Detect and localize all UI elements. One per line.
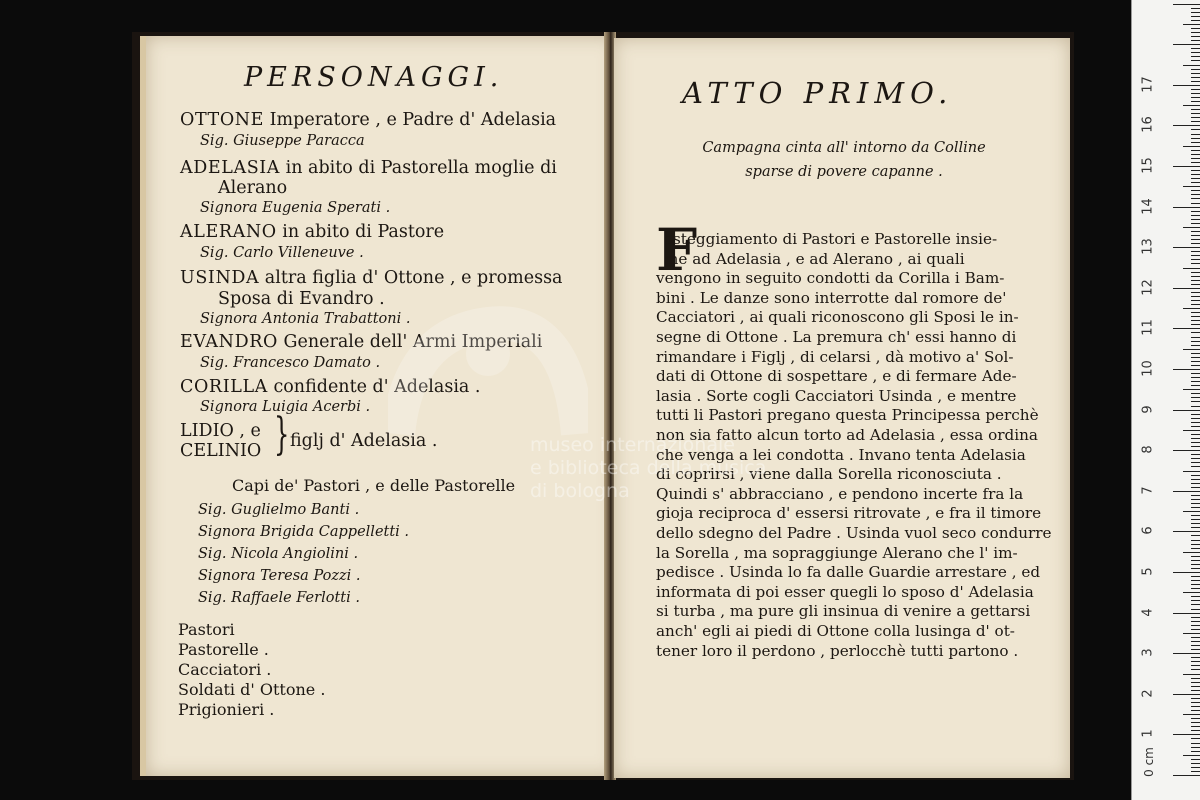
ruler-tick — [1191, 462, 1200, 463]
ruler-number: 15 — [1140, 157, 1156, 174]
drop-cap: F — [656, 216, 698, 284]
ruler-tick — [1191, 162, 1200, 163]
ruler-tick — [1191, 527, 1200, 528]
ruler-tick — [1191, 568, 1200, 569]
body-line: gioja reciproca d' essersi ritrovate , e fra il timore — [656, 504, 1042, 523]
ruler-tick — [1191, 60, 1200, 61]
brace-mark: } — [274, 409, 290, 460]
ruler-tick — [1173, 491, 1200, 492]
ruler-tick — [1173, 85, 1200, 86]
scene-description — [674, 136, 1014, 184]
ruler-tick — [1191, 661, 1200, 662]
ruler-tick — [1191, 458, 1200, 459]
body-line: anch' egli ai piedi di Ottone colla lusinga d' ot- — [656, 622, 1015, 640]
ruler-tick — [1191, 239, 1200, 240]
ruler-tick — [1183, 633, 1200, 634]
performer-adelasia: Signora Eugenia Sperati . — [200, 200, 391, 216]
extra-role: Pastori — [178, 620, 235, 639]
ruler-tick — [1191, 324, 1200, 325]
ruler-tick — [1191, 259, 1200, 260]
ruler-tick — [1191, 337, 1200, 338]
ruler-tick — [1173, 653, 1200, 654]
ruler-tick — [1191, 243, 1200, 244]
ruler-tick — [1191, 710, 1200, 711]
ruler-tick — [1183, 268, 1200, 269]
ruler-tick — [1191, 690, 1200, 691]
ruler-tick — [1191, 397, 1200, 398]
ruler-tick — [1191, 276, 1200, 277]
ruler-tick — [1191, 215, 1200, 216]
ruler-tick — [1191, 454, 1200, 455]
ruler-tick — [1191, 178, 1200, 179]
role-celinio: CELINIO — [180, 441, 262, 461]
ruler-tick — [1191, 174, 1200, 175]
performer-ottone: Sig. Giuseppe Paracca — [200, 133, 365, 149]
role-lidio: LIDIO , e — [180, 421, 261, 441]
right-page — [614, 38, 1070, 778]
ruler-tick — [1191, 669, 1200, 670]
body-line: esteggiamento di Pastori e Pastorelle insie- — [664, 230, 998, 248]
ruler-tick — [1173, 125, 1200, 126]
body-line: lasia . Sorte cogli Cacciatori Usinda , e mentre — [656, 386, 1017, 405]
ruler-tick — [1191, 487, 1200, 488]
ruler-tick — [1191, 393, 1200, 394]
body-line: di coprirsi , viene dalla Sorella riconosciuta . — [656, 465, 1002, 484]
ruler-tick — [1191, 442, 1200, 443]
ruler-tick — [1191, 154, 1200, 155]
ruler-tick — [1191, 637, 1200, 638]
ruler-number: 17 — [1140, 76, 1156, 93]
ruler-tick — [1191, 357, 1200, 358]
ruler-tick — [1191, 401, 1200, 402]
extra-role: Pastorelle . — [178, 640, 269, 659]
ruler-tick — [1191, 499, 1200, 500]
ruler-tick — [1191, 8, 1200, 9]
ruler-tick — [1191, 495, 1200, 496]
ruler-tick — [1191, 48, 1200, 49]
ruler-tick — [1191, 446, 1200, 447]
ruler-tick — [1173, 166, 1200, 167]
ruler-tick — [1183, 308, 1200, 309]
ruler-number: 4 — [1140, 607, 1156, 617]
ruler-tick — [1191, 129, 1200, 130]
ruler-tick — [1191, 426, 1200, 427]
ruler-tick — [1173, 410, 1200, 411]
role-ottone: OTTONE Imperatore , e Padre d' Adelasia — [180, 110, 557, 130]
ruler-tick — [1191, 121, 1200, 122]
ruler-tick — [1191, 97, 1200, 98]
ruler-tick — [1191, 312, 1200, 313]
ruler-tick — [1191, 771, 1200, 772]
chorus-performer: Sig. Raffaele Ferlotti . — [198, 590, 360, 606]
ruler-tick — [1191, 422, 1200, 423]
left-page-title: PERSONAGGI. — [244, 62, 504, 93]
ruler-tick — [1191, 263, 1200, 264]
body-line: rimandare i Figlj , di celarsi , dà motivo a' Sol- — [656, 347, 1014, 366]
ruler-tick — [1191, 16, 1200, 17]
measuring-ruler — [1131, 0, 1200, 800]
ruler-tick — [1183, 552, 1200, 553]
ruler-tick — [1191, 361, 1200, 362]
ruler-tick — [1191, 158, 1200, 159]
ruler-tick — [1183, 146, 1200, 147]
ruler-tick — [1191, 625, 1200, 626]
ruler-tick — [1191, 564, 1200, 565]
ruler-tick — [1191, 686, 1200, 687]
ruler-tick — [1191, 300, 1200, 301]
chorus-performer: Sig. Nicola Angiolini . — [198, 546, 359, 562]
ruler-tick — [1191, 198, 1200, 199]
performer-alerano: Sig. Carlo Villeneuve . — [200, 245, 364, 261]
ruler-tick — [1183, 511, 1200, 512]
ruler-tick — [1173, 775, 1200, 776]
ruler-tick — [1191, 763, 1200, 764]
ruler-tick — [1191, 738, 1200, 739]
ruler-tick — [1183, 592, 1200, 593]
role-adelasia: ADELASIA in abito di Pastorella moglie di — [180, 158, 557, 178]
ruler-tick — [1191, 743, 1200, 744]
ruler-number: 16 — [1140, 116, 1156, 134]
ruler-tick — [1191, 223, 1200, 224]
ruler-tick — [1191, 434, 1200, 435]
role-evandro: EVANDRO Generale dell' Armi Imperiali — [180, 332, 543, 352]
ruler-tick — [1191, 418, 1200, 419]
chorus-heading: Capi de' Pastori , e delle Pastorelle — [232, 476, 516, 495]
ruler-tick — [1191, 292, 1200, 293]
extra-role: Cacciatori . — [178, 660, 272, 679]
ruler-tick — [1191, 255, 1200, 256]
role-alerano: ALERANO in abito di Pastore — [180, 222, 445, 242]
ruler-tick — [1191, 535, 1200, 536]
performer-corilla: Signora Luigia Acerbi . — [200, 399, 371, 415]
ruler-tick — [1191, 649, 1200, 650]
ruler-tick — [1173, 694, 1200, 695]
ruler-tick — [1191, 365, 1200, 366]
ruler-tick — [1191, 540, 1200, 541]
scene-line: sparse di povere capanne . — [745, 164, 943, 180]
ruler-tick — [1191, 621, 1200, 622]
ruler-tick — [1191, 609, 1200, 610]
ruler-tick — [1191, 596, 1200, 597]
children-description: figlj d' Adelasia . — [290, 431, 438, 451]
ruler-tick — [1191, 515, 1200, 516]
scene-line: Campagna cinta all' intorno da Colline — [702, 140, 986, 156]
ruler-tick — [1191, 56, 1200, 57]
ruler-tick — [1183, 105, 1200, 106]
ruler-tick — [1191, 580, 1200, 581]
ruler-tick — [1183, 389, 1200, 390]
ruler-tick — [1191, 219, 1200, 220]
extra-role: Soldati d' Ottone . — [178, 680, 326, 699]
ruler-tick — [1191, 117, 1200, 118]
ruler-tick — [1191, 576, 1200, 577]
body-line: me ad Adelasia , e ad Alerano , ai quali — [664, 249, 965, 268]
ruler-tick — [1191, 629, 1200, 630]
chorus-performer: Sig. Guglielmo Banti . — [198, 502, 360, 518]
body-line: dati di Ottone di sospettare , e di fermare Ade- — [656, 367, 1017, 386]
ruler-tick — [1191, 556, 1200, 557]
ruler-tick — [1191, 519, 1200, 520]
ruler-tick — [1191, 353, 1200, 354]
ruler-number: 3 — [1140, 648, 1156, 657]
body-line: bini . Le danze sono interrotte dal romore de' — [656, 288, 1007, 307]
ruler-tick — [1191, 272, 1200, 273]
ruler-tick — [1191, 438, 1200, 439]
ruler-tick — [1183, 755, 1200, 756]
ruler-tick — [1191, 235, 1200, 236]
ruler-tick — [1191, 12, 1200, 13]
ruler-tick — [1183, 65, 1200, 66]
ruler-tick — [1191, 73, 1200, 74]
ruler-tick — [1191, 40, 1200, 41]
body-line: tener loro il perdono , perlocchè tutti partono . — [656, 641, 1019, 660]
ruler-tick — [1191, 548, 1200, 549]
ruler-tick — [1191, 341, 1200, 342]
body-line: informata di poi esser quegli lo sposo d' Adelasia — [656, 582, 1034, 601]
ruler-tick — [1191, 584, 1200, 585]
ruler-tick — [1173, 44, 1200, 45]
ruler-tick — [1191, 414, 1200, 415]
ruler-tick — [1191, 316, 1200, 317]
ruler-tick — [1173, 572, 1200, 573]
role-usinda: USINDA altra figlia d' Ottone , e promessa — [180, 268, 563, 288]
ruler-tick — [1191, 706, 1200, 707]
ruler-number: 1 — [1140, 729, 1156, 739]
chorus-performer: Signora Brigida Cappelletti . — [198, 524, 410, 540]
ruler-tick — [1173, 207, 1200, 208]
ruler-tick — [1191, 645, 1200, 646]
ruler-tick — [1173, 613, 1200, 614]
body-line: Cacciatori , ai quali riconoscono gli Sposi le in- — [656, 308, 1019, 327]
ruler-tick — [1191, 702, 1200, 703]
ruler-tick — [1191, 32, 1200, 33]
ruler-tick — [1173, 247, 1200, 248]
ruler-tick — [1173, 4, 1200, 5]
ruler-number: 9 — [1140, 404, 1156, 414]
ruler-tick — [1191, 284, 1200, 285]
ruler-tick — [1191, 20, 1200, 21]
ruler-tick — [1183, 24, 1200, 25]
chorus-performer: Signora Teresa Pozzi . — [198, 568, 361, 584]
ruler-tick — [1191, 657, 1200, 658]
extra-role: Prigionieri . — [178, 700, 275, 719]
ruler-tick — [1173, 450, 1200, 451]
ruler-tick — [1191, 751, 1200, 752]
ruler-tick — [1191, 617, 1200, 618]
ruler-tick — [1191, 588, 1200, 589]
ruler-tick — [1191, 544, 1200, 545]
ruler-tick — [1191, 296, 1200, 297]
ruler-tick — [1183, 674, 1200, 675]
ruler-tick — [1191, 89, 1200, 90]
ruler-tick — [1191, 142, 1200, 143]
ruler-tick — [1191, 466, 1200, 467]
ruler-tick — [1191, 747, 1200, 748]
ruler-tick — [1191, 320, 1200, 321]
ruler-tick — [1191, 767, 1200, 768]
ruler-tick — [1191, 52, 1200, 53]
ruler-tick — [1191, 109, 1200, 110]
ruler-tick — [1191, 600, 1200, 601]
ruler-tick — [1191, 194, 1200, 195]
ruler-tick — [1191, 377, 1200, 378]
ruler-tick — [1191, 332, 1200, 333]
ruler-unit-label: 0 cm — [1142, 747, 1156, 777]
ruler-tick — [1191, 678, 1200, 679]
ruler-tick — [1183, 471, 1200, 472]
ruler-tick — [1191, 385, 1200, 386]
ruler-tick — [1191, 190, 1200, 191]
ruler-tick — [1191, 93, 1200, 94]
ruler-tick — [1191, 381, 1200, 382]
ruler-tick — [1191, 503, 1200, 504]
ruler-tick — [1191, 203, 1200, 204]
ruler-tick — [1191, 231, 1200, 232]
ruler-tick — [1191, 373, 1200, 374]
right-page-title: ATTO PRIMO. — [682, 76, 954, 110]
ruler-tick — [1191, 483, 1200, 484]
body-line: che venga a lei condotta . Invano tenta Adelasia — [656, 445, 1026, 464]
ruler-tick — [1191, 211, 1200, 212]
ruler-tick — [1183, 186, 1200, 187]
ruler-tick — [1191, 36, 1200, 37]
ruler-tick — [1191, 665, 1200, 666]
body-line: vengono in seguito condotti da Corilla i Bam- — [656, 269, 1005, 288]
ruler-tick — [1191, 251, 1200, 252]
ruler-number: 14 — [1140, 197, 1156, 215]
ruler-tick — [1191, 81, 1200, 82]
ruler-tick — [1191, 726, 1200, 727]
ruler-tick — [1191, 101, 1200, 102]
ruler-tick — [1191, 730, 1200, 731]
body-line: pedisce . Usinda lo fa dalle Guardie arrestare , ed — [656, 563, 1041, 582]
ruler-tick — [1191, 113, 1200, 114]
ruler-tick — [1191, 134, 1200, 135]
open-book — [132, 32, 1074, 780]
ruler-tick — [1191, 170, 1200, 171]
ruler-tick — [1191, 182, 1200, 183]
ruler-number: 5 — [1140, 567, 1156, 576]
ruler-tick — [1173, 531, 1200, 532]
watermark-text: museo internazionale e biblioteca della musica di bologna — [530, 434, 767, 502]
ruler-tick — [1191, 345, 1200, 346]
ruler-tick — [1191, 138, 1200, 139]
ruler-number: 11 — [1140, 319, 1156, 337]
ruler-tick — [1191, 479, 1200, 480]
ruler-tick — [1191, 560, 1200, 561]
role-usinda-continuation: Sposa di Evandro . — [218, 289, 385, 309]
ruler-tick — [1191, 69, 1200, 70]
ruler-tick — [1191, 604, 1200, 605]
ruler-tick — [1191, 682, 1200, 683]
ruler-tick — [1183, 714, 1200, 715]
ruler-number: 6 — [1140, 526, 1156, 536]
performer-usinda: Signora Antonia Trabattoni . — [200, 311, 411, 327]
ruler-number: 10 — [1140, 360, 1156, 377]
ruler-tick — [1191, 507, 1200, 508]
ruler-number: 8 — [1140, 445, 1156, 454]
ruler-tick — [1191, 698, 1200, 699]
ruler-number: 7 — [1140, 486, 1156, 495]
ruler-number: 2 — [1140, 689, 1156, 698]
ruler-tick — [1191, 28, 1200, 29]
ruler-tick — [1173, 369, 1200, 370]
ruler-number: 13 — [1140, 238, 1156, 255]
ruler-tick — [1173, 288, 1200, 289]
ruler-tick — [1191, 641, 1200, 642]
performer-evandro: Sig. Francesco Damato . — [200, 355, 381, 371]
ruler-tick — [1173, 734, 1200, 735]
ruler-tick — [1183, 349, 1200, 350]
ruler-tick — [1191, 718, 1200, 719]
ruler-tick — [1183, 227, 1200, 228]
ruler-number: 12 — [1140, 279, 1156, 296]
ruler-tick — [1191, 759, 1200, 760]
role-adelasia-continuation: Alerano — [218, 178, 288, 198]
ruler-tick — [1191, 722, 1200, 723]
ruler-tick — [1191, 523, 1200, 524]
body-line: dello sdegno del Padre . Usinda vuol seco condurre — [656, 524, 1052, 542]
body-line: segne di Ottone . La premura ch' essi hanno di — [656, 328, 1017, 346]
ruler-tick — [1173, 328, 1200, 329]
ruler-tick — [1191, 406, 1200, 407]
body-line: la Sorella , ma sopraggiunge Alerano che l' im- — [656, 543, 1018, 562]
ruler-tick — [1191, 150, 1200, 151]
ruler-tick — [1191, 475, 1200, 476]
role-corilla: CORILLA confidente d' Adelasia . — [180, 377, 481, 397]
body-line: tutti li Pastori pregano questa Principessa perchè — [656, 406, 1039, 425]
ruler-tick — [1191, 280, 1200, 281]
body-line: si turba , ma pure gli insinua di venire a gettarsi — [656, 602, 1031, 621]
left-page — [140, 36, 616, 776]
body-line: non sia fatto alcun torto ad Adelasia , essa ordina — [656, 426, 1038, 444]
ruler-tick — [1191, 304, 1200, 305]
body-line: Quindi s' abbracciano , e pendono incerte fra la — [656, 484, 1024, 503]
ruler-tick — [1183, 430, 1200, 431]
ruler-tick — [1191, 77, 1200, 78]
